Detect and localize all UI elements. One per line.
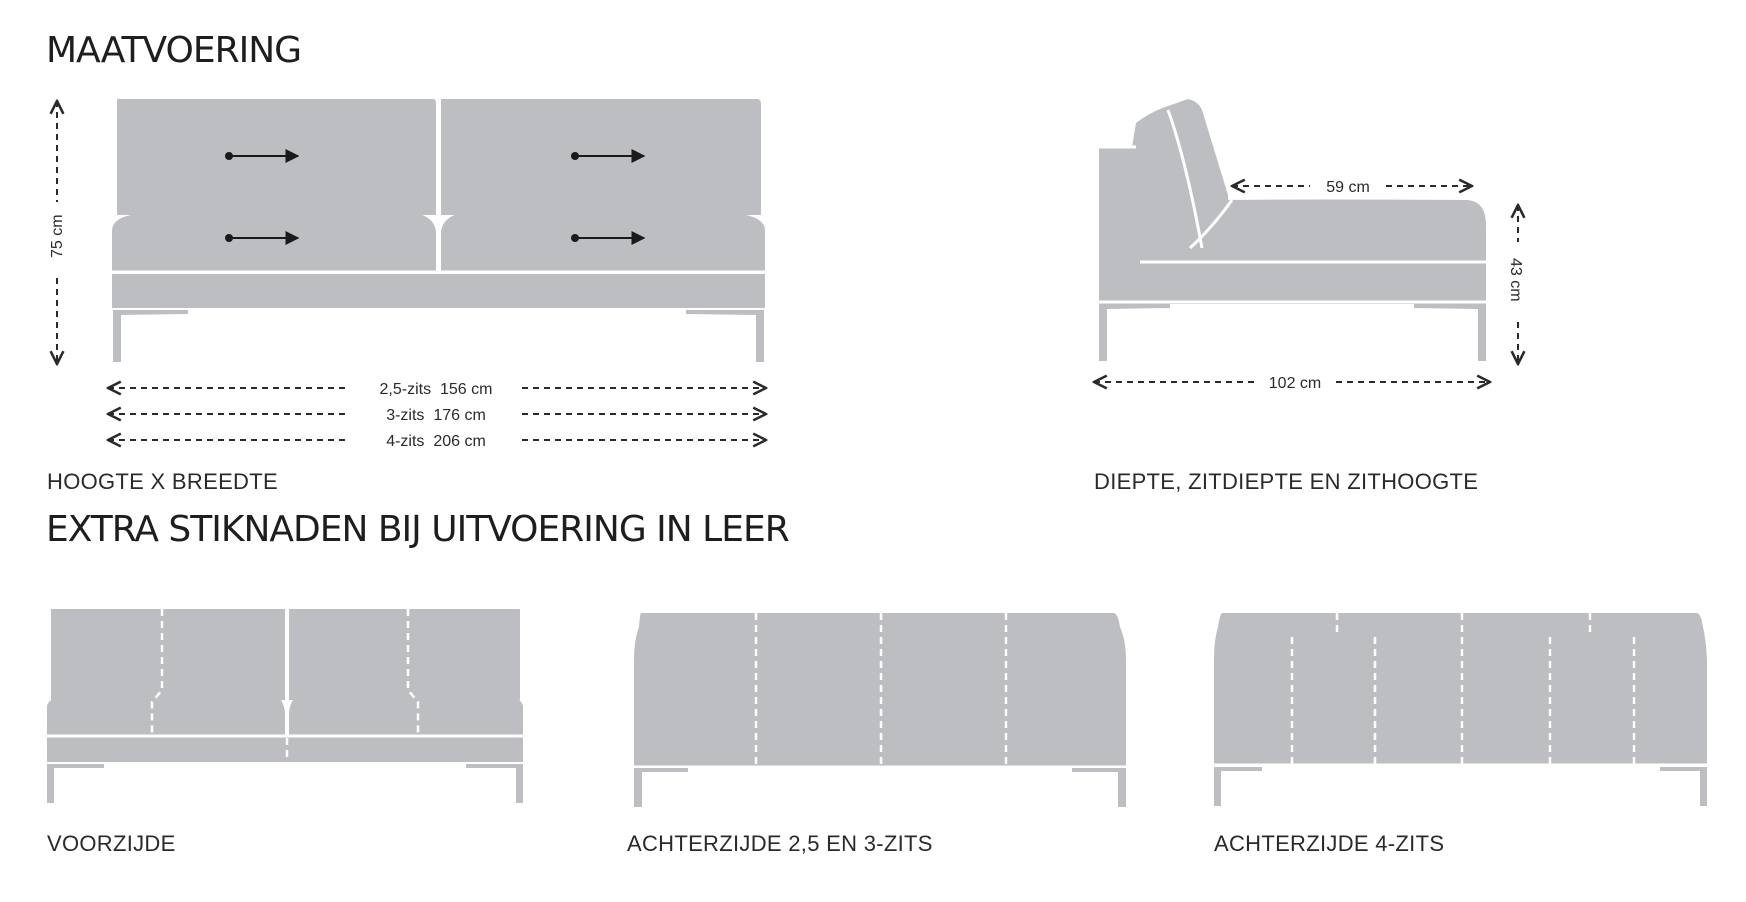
width-dimensions — [108, 381, 766, 450]
seat-depth-dimension — [1232, 179, 1472, 196]
height-label: 75 cm — [49, 214, 66, 258]
side-view-sofa — [1099, 99, 1486, 361]
caption-back-4-seat: ACHTERZIJDE 4-ZITS — [1214, 831, 1445, 856]
width-label-3-seat: 3-zits 176 cm — [386, 407, 486, 424]
front-view-stitching-sofa — [47, 609, 523, 803]
depth-dimension — [1094, 375, 1490, 392]
heading-dimensions: MAATVOERING — [46, 30, 302, 71]
back-view-25-3-seat-sofa — [634, 613, 1126, 807]
depth-label: 102 cm — [1268, 375, 1322, 392]
caption-front: VOORZIJDE — [47, 831, 176, 856]
caption-height-width: HOOGTE X BREEDTE — [47, 469, 278, 494]
heading-leather-stitching: EXTRA STIKNADEN BIJ UITVOERING IN LEER — [46, 509, 789, 550]
front-view-sofa — [112, 99, 765, 362]
seat-depth-label: 59 cm — [1326, 179, 1370, 196]
back-view-4-seat-sofa — [1214, 613, 1707, 806]
seat-height-dimension — [1507, 205, 1524, 364]
width-label-4-seat: 4-zits 206 cm — [386, 433, 486, 450]
caption-back-25-3-seat: ACHTERZIJDE 2,5 EN 3-ZITS — [627, 831, 933, 856]
height-dimension — [49, 101, 66, 364]
width-label-25-seat: 2,5-zits 156 cm — [379, 381, 493, 398]
seat-height-label: 43 cm — [1507, 258, 1524, 302]
caption-depth: DIEPTE, ZITDIEPTE EN ZITHOOGTE — [1094, 469, 1479, 494]
